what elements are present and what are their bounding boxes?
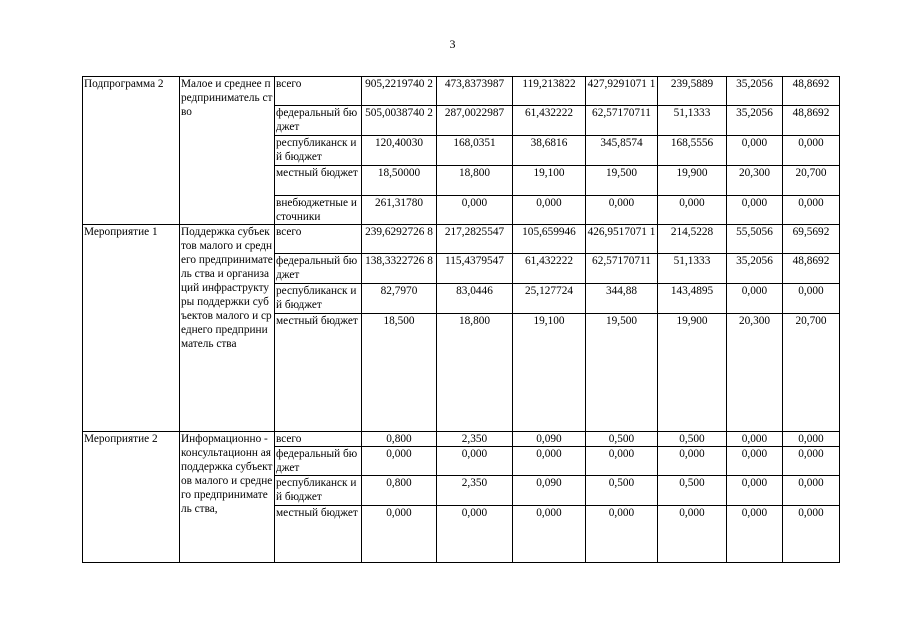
value-cell: 0,090 bbox=[513, 432, 586, 447]
value-cell: 83,0446 bbox=[437, 284, 513, 314]
value-cell: 0,000 bbox=[727, 284, 783, 314]
value-cell: 35,2056 bbox=[727, 254, 783, 284]
value-cell: 0,000 bbox=[783, 432, 840, 447]
value-cell: 35,2056 bbox=[727, 77, 783, 106]
funding-source-cell: республиканск ий бюджет bbox=[275, 476, 362, 506]
funding-source-cell: федеральный бюджет bbox=[275, 447, 362, 476]
value-cell: 19,500 bbox=[586, 166, 658, 196]
funding-source-cell: внебюджетные источники bbox=[275, 196, 362, 225]
value-cell: 38,6816 bbox=[513, 136, 586, 166]
value-cell: 20,300 bbox=[727, 314, 783, 432]
funding-source-cell: местный бюджет bbox=[275, 166, 362, 196]
value-cell: 0,000 bbox=[437, 196, 513, 225]
value-cell: 0,500 bbox=[586, 476, 658, 506]
table-row bbox=[83, 432, 840, 447]
value-cell: 0,500 bbox=[586, 432, 658, 447]
value-cell: 0,000 bbox=[783, 447, 840, 476]
value-cell: 287,0022987 bbox=[437, 106, 513, 136]
value-cell: 0,000 bbox=[586, 196, 658, 225]
value-cell: 48,8692 bbox=[783, 254, 840, 284]
value-cell: 18,50000 bbox=[362, 166, 437, 196]
page-number: 3 bbox=[449, 37, 456, 51]
funding-source-cell: всего bbox=[275, 432, 362, 447]
budget-table bbox=[82, 76, 840, 563]
value-cell: 120,40030 bbox=[362, 136, 437, 166]
value-cell: 18,800 bbox=[437, 166, 513, 196]
value-cell: 0,000 bbox=[437, 506, 513, 563]
value-cell: 0,000 bbox=[513, 447, 586, 476]
value-cell: 0,090 bbox=[513, 476, 586, 506]
value-cell: 217,2825547 bbox=[437, 225, 513, 254]
value-cell: 239,6292726 8 bbox=[362, 225, 437, 254]
value-cell: 0,500 bbox=[658, 432, 727, 447]
value-cell: 19,900 bbox=[658, 166, 727, 196]
funding-source-cell: республиканск ий бюджет bbox=[275, 136, 362, 166]
value-cell: 0,000 bbox=[783, 506, 840, 563]
value-cell: 19,900 bbox=[658, 314, 727, 432]
program-cell: Подпрограмма 2 bbox=[83, 77, 180, 225]
value-cell: 19,500 bbox=[586, 314, 658, 432]
value-cell: 0,000 bbox=[658, 196, 727, 225]
value-cell: 138,3322726 8 bbox=[362, 254, 437, 284]
funding-source-cell: всего bbox=[275, 225, 362, 254]
program-name-cell: Поддержка субъектов малого и среднего предприниматель ства и организаций инфраструктуры поддержки субъектов малого и среднего предприниматель ства bbox=[180, 225, 275, 432]
value-cell: 0,000 bbox=[586, 506, 658, 563]
value-cell: 0,000 bbox=[362, 447, 437, 476]
value-cell: 0,000 bbox=[727, 506, 783, 563]
value-cell: 168,5556 bbox=[658, 136, 727, 166]
value-cell: 82,7970 bbox=[362, 284, 437, 314]
value-cell: 0,000 bbox=[727, 476, 783, 506]
value-cell: 19,100 bbox=[513, 166, 586, 196]
value-cell: 51,1333 bbox=[658, 106, 727, 136]
value-cell: 0,000 bbox=[513, 506, 586, 563]
funding-source-cell: федеральный бюджет bbox=[275, 254, 362, 284]
value-cell: 19,100 bbox=[513, 314, 586, 432]
value-cell: 2,350 bbox=[437, 432, 513, 447]
funding-source-cell: всего bbox=[275, 77, 362, 106]
value-cell: 0,000 bbox=[658, 506, 727, 563]
value-cell: 473,8373987 bbox=[437, 77, 513, 106]
value-cell: 905,2219740 2 bbox=[362, 77, 437, 106]
value-cell: 105,659946 bbox=[513, 225, 586, 254]
value-cell: 20,700 bbox=[783, 166, 840, 196]
value-cell: 69,5692 bbox=[783, 225, 840, 254]
value-cell: 214,5228 bbox=[658, 225, 727, 254]
funding-source-cell: местный бюджет bbox=[275, 314, 362, 432]
value-cell: 18,500 bbox=[362, 314, 437, 432]
value-cell: 239,5889 bbox=[658, 77, 727, 106]
program-cell: Мероприятие 2 bbox=[83, 432, 180, 563]
value-cell: 0,000 bbox=[727, 432, 783, 447]
value-cell: 345,8574 bbox=[586, 136, 658, 166]
value-cell: 61,432222 bbox=[513, 254, 586, 284]
value-cell: 61,432222 bbox=[513, 106, 586, 136]
value-cell: 25,127724 bbox=[513, 284, 586, 314]
value-cell: 48,8692 bbox=[783, 106, 840, 136]
value-cell: 51,1333 bbox=[658, 254, 727, 284]
value-cell: 20,300 bbox=[727, 166, 783, 196]
value-cell: 0,000 bbox=[727, 136, 783, 166]
program-cell: Мероприятие 1 bbox=[83, 225, 180, 432]
value-cell: 0,000 bbox=[783, 284, 840, 314]
value-cell: 2,350 bbox=[437, 476, 513, 506]
value-cell: 20,700 bbox=[783, 314, 840, 432]
table-row bbox=[83, 225, 840, 254]
value-cell: 0,000 bbox=[362, 506, 437, 563]
value-cell: 48,8692 bbox=[783, 77, 840, 106]
value-cell: 0,000 bbox=[783, 136, 840, 166]
value-cell: 18,800 bbox=[437, 314, 513, 432]
value-cell: 62,57170711 bbox=[586, 254, 658, 284]
value-cell: 0,000 bbox=[658, 447, 727, 476]
table-block-measure-2 bbox=[83, 432, 840, 563]
program-name-cell: Малое и среднее предприниматель ство bbox=[180, 77, 275, 225]
value-cell: 344,88 bbox=[586, 284, 658, 314]
value-cell: 0,000 bbox=[586, 447, 658, 476]
funding-source-cell: федеральный бюджет bbox=[275, 106, 362, 136]
value-cell: 0,800 bbox=[362, 476, 437, 506]
value-cell: 168,0351 bbox=[437, 136, 513, 166]
value-cell: 427,9291071 1 bbox=[586, 77, 658, 106]
value-cell: 0,000 bbox=[783, 196, 840, 225]
value-cell: 0,500 bbox=[658, 476, 727, 506]
value-cell: 55,5056 bbox=[727, 225, 783, 254]
value-cell: 0,000 bbox=[783, 476, 840, 506]
value-cell: 505,0038740 2 bbox=[362, 106, 437, 136]
value-cell: 0,000 bbox=[727, 447, 783, 476]
value-cell: 0,000 bbox=[513, 196, 586, 225]
value-cell: 35,2056 bbox=[727, 106, 783, 136]
value-cell: 261,31780 bbox=[362, 196, 437, 225]
funding-source-cell: местный бюджет bbox=[275, 506, 362, 563]
program-name-cell: Информационно - консультационн ая поддержка субъектов малого и среднего предприниматель ства, bbox=[180, 432, 275, 563]
value-cell: 0,000 bbox=[727, 196, 783, 225]
value-cell: 62,57170711 bbox=[586, 106, 658, 136]
table-block-subprogram-2 bbox=[83, 77, 840, 225]
table-row bbox=[83, 77, 840, 106]
funding-source-cell: республиканск ий бюджет bbox=[275, 284, 362, 314]
value-cell: 0,000 bbox=[437, 447, 513, 476]
value-cell: 115,4379547 bbox=[437, 254, 513, 284]
value-cell: 426,9517071 1 bbox=[586, 225, 658, 254]
value-cell: 119,213822 bbox=[513, 77, 586, 106]
table-block-measure-1 bbox=[83, 225, 840, 432]
value-cell: 0,800 bbox=[362, 432, 437, 447]
value-cell: 143,4895 bbox=[658, 284, 727, 314]
